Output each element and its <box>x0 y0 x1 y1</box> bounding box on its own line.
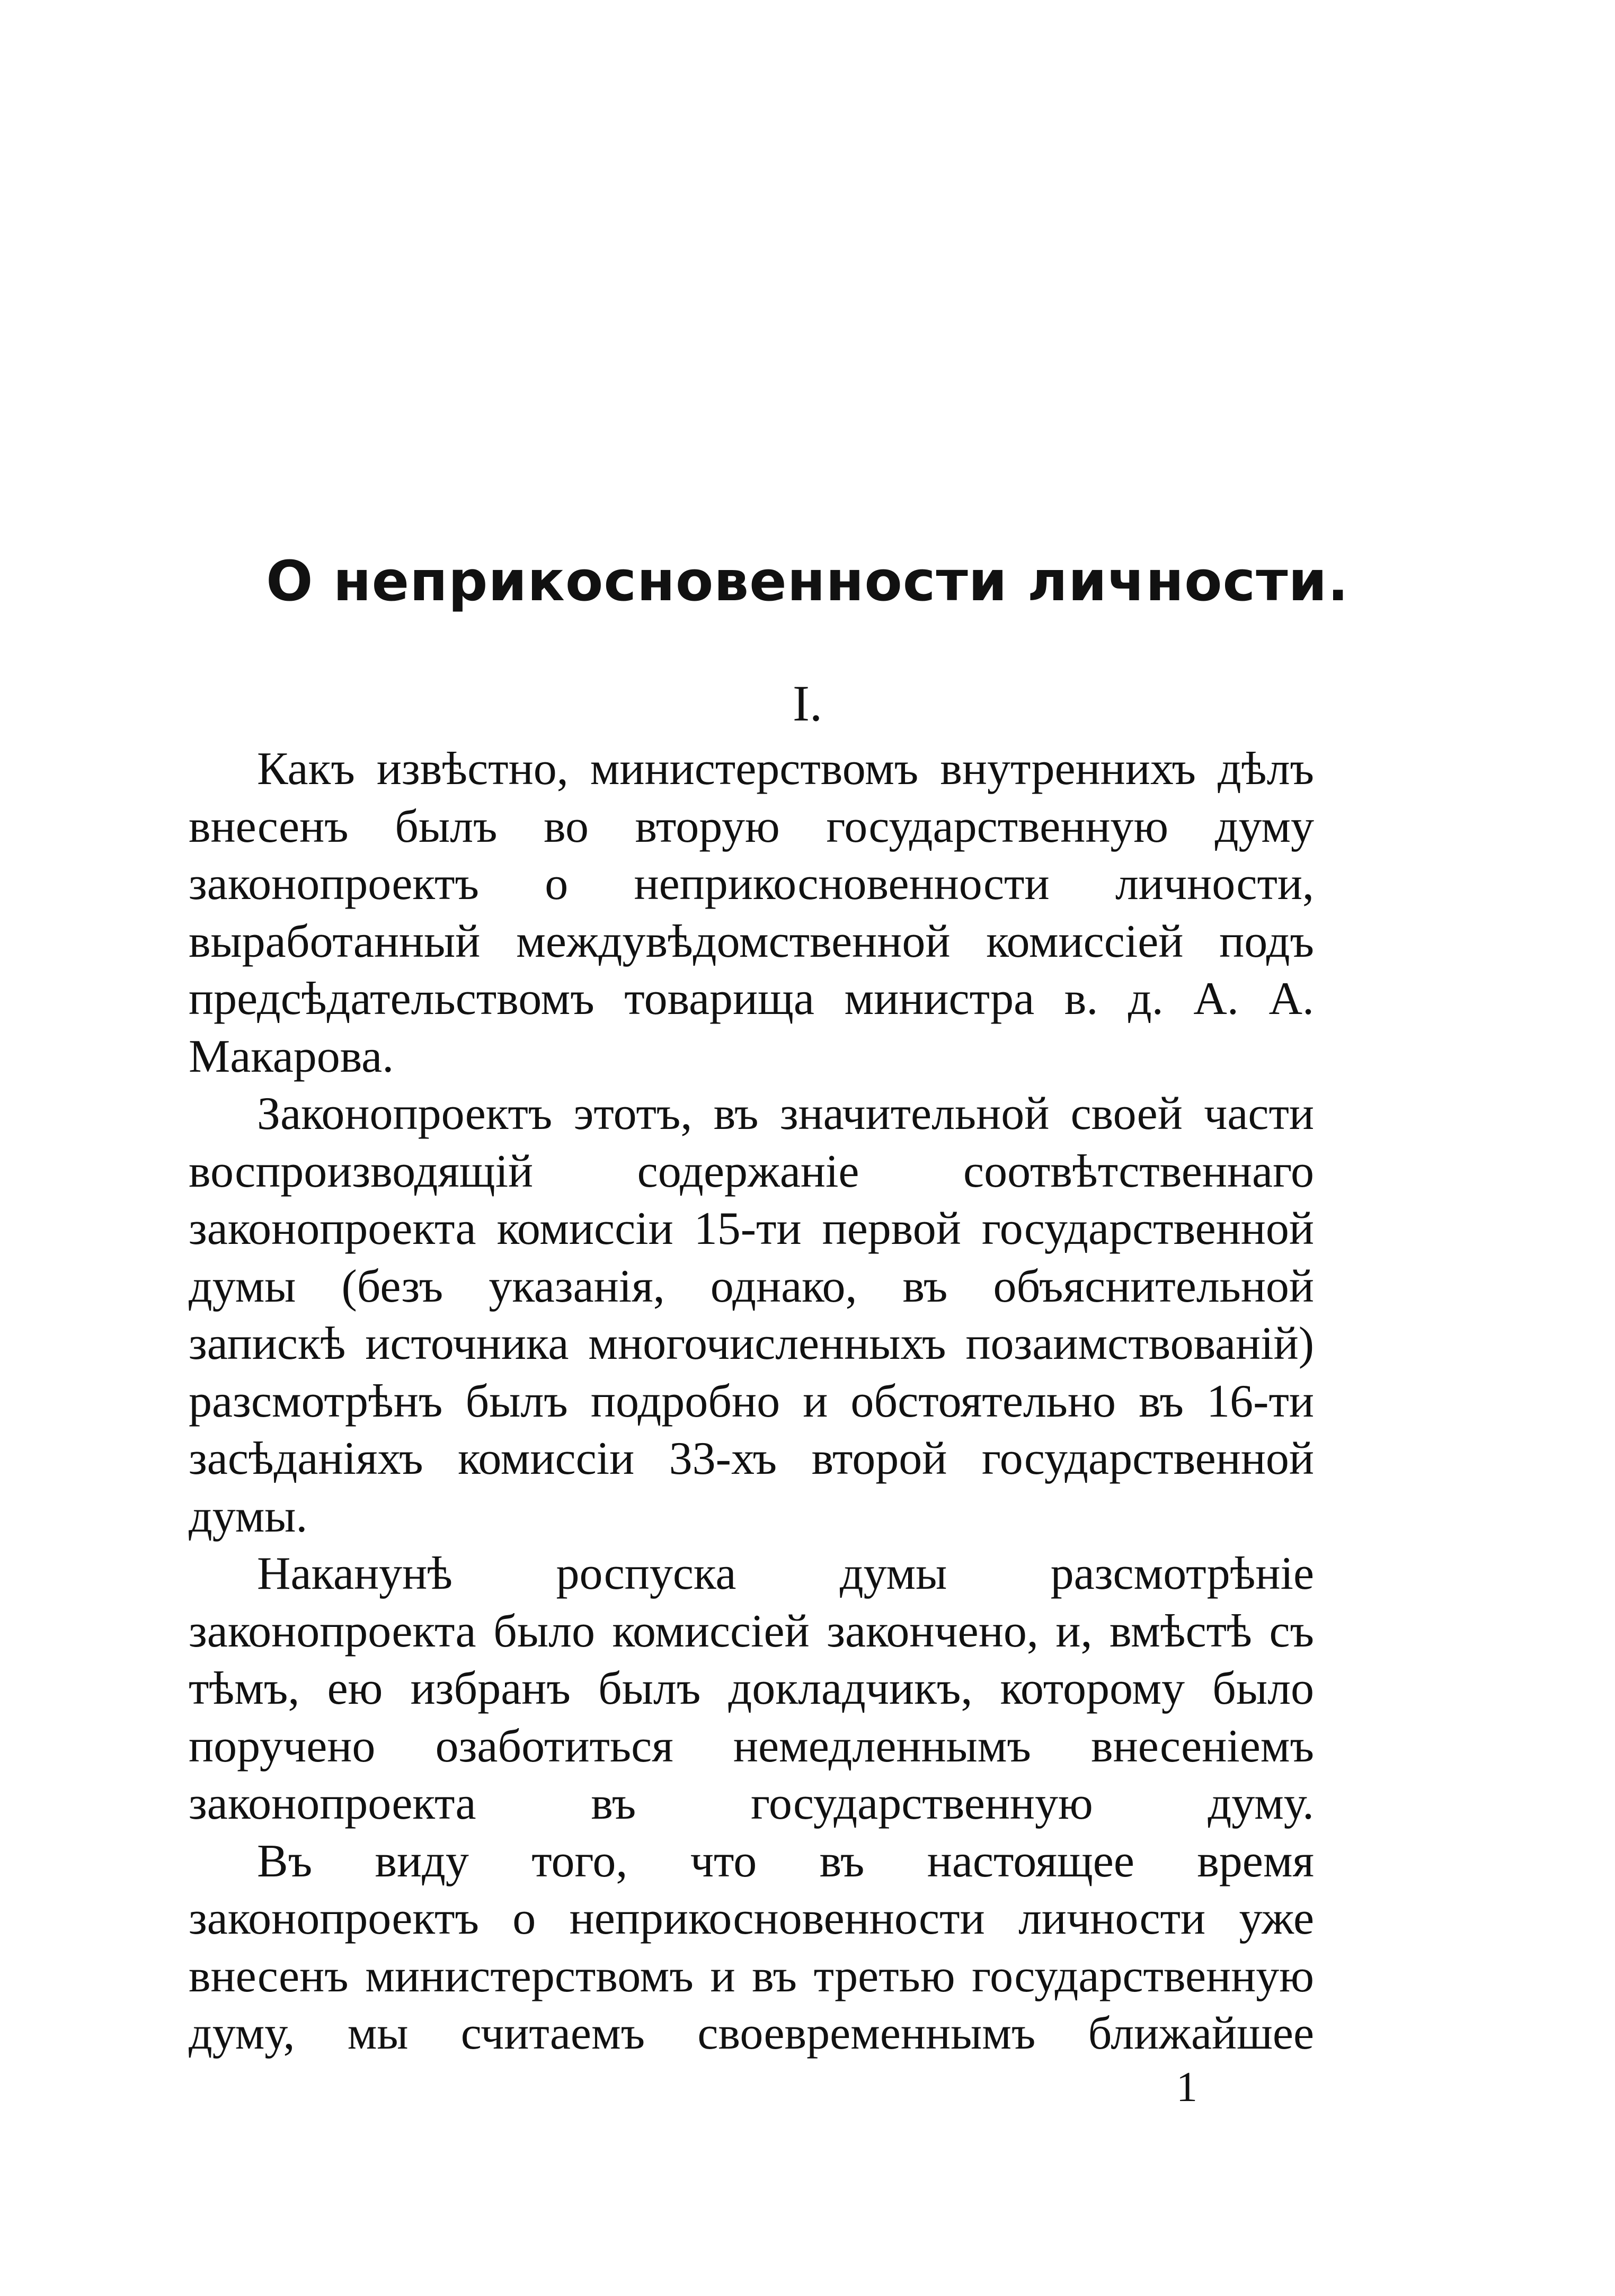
paragraph-3: Наканунѣ роспуска думы разсмотрѣніе законопроекта было комиссіей закончено, и, вмѣстѣ съ тѣмъ, ею избранъ былъ докладчикъ, которому было поручено озаботиться немедленнымъ внесеніемъ законопроекта въ государственную думу. <box>189 1548 1314 1829</box>
document-body <box>189 741 1314 2063</box>
paragraph-4: Въ виду того, что въ настоящее время законопроектъ о неприкосновенности личности уже внесенъ министерствомъ и въ третью государственную думу, мы считаемъ своевременнымъ ближайшее <box>189 1835 1314 2059</box>
paragraph-2: Законопроектъ этотъ, въ значительной своей части воспроизводящій содержаніе соотвѣтственнаго законопроекта комиссіи 15-ти первой государственной думы (безъ указанія, однако, въ объяснительной запискѣ источника многочисленныхъ позаимствованій) разсмотрѣнъ былъ подробно и обстоятельно въ 16-ти засѣданіяхъ комиссіи 33-хъ второй государственной думы. <box>189 1088 1314 1542</box>
section-number: I. <box>793 675 822 732</box>
document-title: О неприкосновенности личности. <box>266 549 1349 613</box>
paragraph-1: Какъ извѣстно, министерствомъ внутреннихъ дѣлъ внесенъ былъ во вторую государственную думу законопроектъ о неприкосновенности личности, выработанный междувѣдомственной комиссіей подъ предсѣдательствомъ товарища министра в. д. А. А. Макарова. <box>189 743 1314 1082</box>
page-number: 1 <box>1176 2064 1197 2111</box>
